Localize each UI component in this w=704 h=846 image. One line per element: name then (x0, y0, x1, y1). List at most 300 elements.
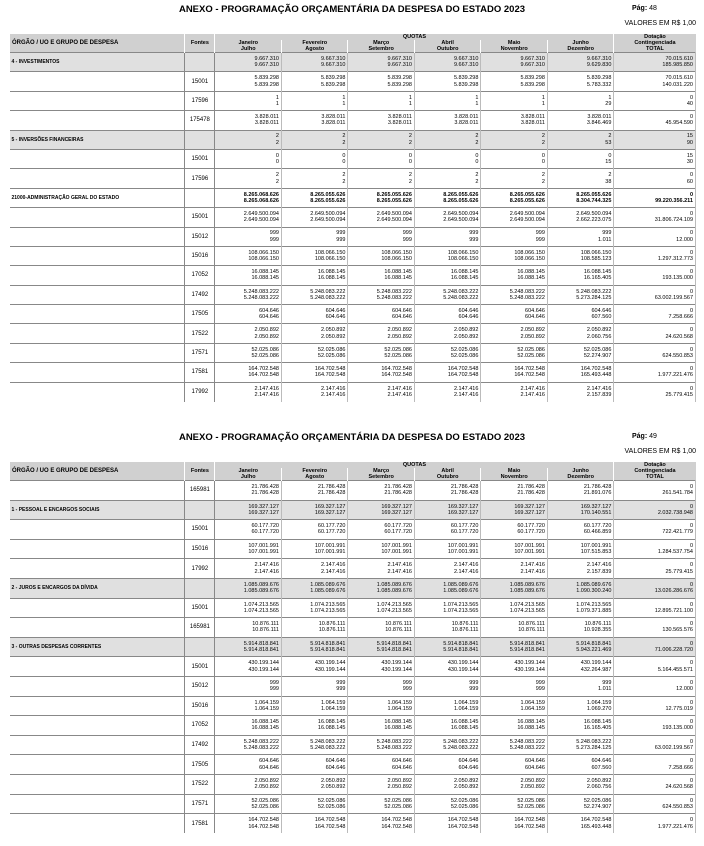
row-label: 4 - INVESTIMENTOS (10, 53, 185, 72)
table-row (10, 676, 696, 696)
value-cell: 10.876.111 10.928.355 (547, 618, 613, 638)
row-label (10, 208, 185, 227)
table-row (10, 814, 696, 834)
value-cell: 15 30 (614, 149, 696, 168)
value-cell: 2.050.892 2.050.892 (281, 774, 347, 794)
table-row (10, 91, 696, 110)
value-cell: 16.088.145 16.088.145 (481, 716, 547, 736)
value-cell: 2.649.500.094 2.662.223.075 (547, 208, 613, 227)
value-cell: 2.050.892 2.050.892 (348, 324, 414, 343)
col-header-month: Maio Novembro (481, 468, 547, 481)
value-cell: 21.786.428 21.786.428 (481, 481, 547, 501)
value-cell: 0 193.135.000 (614, 716, 696, 736)
row-label (10, 598, 185, 618)
value-cell: 1.064.159 1.064.159 (481, 696, 547, 716)
value-cell: 8.265.055.626 8.304.744.325 (547, 188, 613, 207)
value-cell: 2.050.892 2.050.892 (481, 774, 547, 794)
row-label (10, 657, 185, 677)
value-cell: 5.248.083.222 5.248.083.222 (348, 735, 414, 755)
value-cell: 5.914.818.841 5.914.818.841 (414, 637, 480, 657)
table-row (10, 481, 696, 501)
table-row (10, 305, 696, 324)
value-cell: 2.147.416 2.147.416 (481, 559, 547, 579)
value-cell: 21.786.428 21.786.428 (414, 481, 480, 501)
row-fonte (185, 578, 215, 598)
value-cell: 52.025.086 52.025.086 (414, 343, 480, 362)
value-cell: 0 0 (481, 149, 547, 168)
value-cell: 0 60 (614, 169, 696, 188)
value-cell: 0 24.620.568 (614, 324, 696, 343)
row-label: 2 - JUROS E ENCARGOS DA DÍVIDA (10, 578, 185, 598)
col-header-month: Março Setembro (348, 40, 414, 53)
value-cell: 15 90 (614, 130, 696, 149)
value-cell: 604.646 607.560 (547, 305, 613, 324)
value-cell: 604.646 607.560 (547, 755, 613, 775)
value-cell: 1.085.089.676 1.085.089.676 (348, 578, 414, 598)
value-cell: 0 0 (348, 149, 414, 168)
table-row (10, 149, 696, 168)
value-cell: 16.088.145 16.088.145 (481, 266, 547, 285)
value-cell: 52.025.086 52.025.086 (281, 794, 347, 814)
value-cell: 1 29 (547, 91, 613, 110)
value-cell: 16.088.145 16.165.405 (547, 266, 613, 285)
value-cell: 0 40 (614, 91, 696, 110)
value-cell: 60.177.720 60.177.720 (414, 520, 480, 540)
value-cell: 2.147.416 2.147.416 (281, 382, 347, 401)
row-fonte: 15016 (185, 696, 215, 716)
page-title: ANEXO - PROGRAMAÇÃO ORÇAMENTÁRIA DA DESPESA DO ESTADO 2023 (178, 4, 526, 15)
table-row (10, 539, 696, 559)
value-cell: 16.088.145 16.088.145 (281, 716, 347, 736)
value-cell: 5.248.083.222 5.273.284.125 (547, 735, 613, 755)
value-cell: 1.064.159 1.064.159 (414, 696, 480, 716)
col-header-month: Junho Dezembro (547, 468, 613, 481)
value-cell: 2 2 (215, 130, 281, 149)
value-cell: 8.265.068.626 8.265.068.626 (215, 188, 281, 207)
row-label (10, 481, 185, 501)
value-cell: 5.248.083.222 5.248.083.222 (215, 285, 281, 304)
value-cell: 1.085.089.676 1.085.089.676 (215, 578, 281, 598)
value-cell: 10.876.111 10.876.111 (215, 618, 281, 638)
value-cell: 0 1.297.312.773 (614, 246, 696, 265)
value-cell: 107.001.991 107.001.991 (481, 539, 547, 559)
table-row (10, 657, 696, 677)
row-label: 3 - OUTRAS DESPESAS CORRENTES (10, 637, 185, 657)
value-cell: 108.066.150 108.066.150 (348, 246, 414, 265)
value-cell: 164.702.548 164.702.548 (414, 363, 480, 382)
table-row (10, 696, 696, 716)
value-cell: 0 31.806.724.109 (614, 208, 696, 227)
value-cell: 999 999 (215, 227, 281, 246)
value-cell: 60.177.720 60.177.720 (348, 520, 414, 540)
value-cell: 2 2 (215, 169, 281, 188)
value-cell: 3.828.011 3.828.011 (414, 111, 480, 130)
value-cell: 2.147.416 2.147.416 (414, 559, 480, 579)
value-cell: 52.025.086 52.274.907 (547, 794, 613, 814)
value-cell: 52.025.086 52.025.086 (348, 794, 414, 814)
row-label (10, 285, 185, 304)
value-cell: 21.786.428 21.786.428 (281, 481, 347, 501)
value-cell: 604.646 604.646 (215, 755, 281, 775)
value-cell: 2.649.500.094 2.649.500.094 (348, 208, 414, 227)
page-number: Pág: 48 (632, 5, 657, 12)
page-header (0, 0, 704, 20)
value-cell: 1.085.089.676 1.085.089.676 (414, 578, 480, 598)
value-cell: 164.702.548 164.702.548 (348, 363, 414, 382)
value-cell: 5.914.818.841 5.914.818.841 (481, 637, 547, 657)
table-row (10, 716, 696, 736)
value-cell: 2 2 (414, 169, 480, 188)
value-cell: 8.265.055.626 8.265.055.626 (481, 188, 547, 207)
value-cell: 70.015.610 185.985.850 (614, 53, 696, 72)
value-cell: 1.074.213.565 1.079.371.885 (547, 598, 613, 618)
value-cell: 2.649.500.094 2.649.500.094 (414, 208, 480, 227)
value-cell: 16.088.145 16.088.145 (215, 266, 281, 285)
value-cell: 52.025.086 52.025.086 (215, 343, 281, 362)
value-cell: 2.649.500.094 2.649.500.094 (215, 208, 281, 227)
value-cell: 1.074.213.565 1.074.213.565 (414, 598, 480, 618)
value-cell: 999 999 (414, 227, 480, 246)
row-label (10, 169, 185, 188)
value-cell: 169.327.127 169.327.127 (481, 500, 547, 520)
value-cell: 16.088.145 16.088.145 (215, 716, 281, 736)
value-cell: 108.066.150 108.066.150 (215, 246, 281, 265)
value-cell: 2 2 (481, 130, 547, 149)
row-fonte: 15001 (185, 657, 215, 677)
row-label (10, 246, 185, 265)
row-fonte: 17581 (185, 363, 215, 382)
value-cell: 0 99.220.356.211 (614, 188, 696, 207)
col-header-quotas: QUOTAS (215, 462, 614, 468)
row-fonte: 17505 (185, 305, 215, 324)
row-fonte: 165981 (185, 481, 215, 501)
table-row (10, 208, 696, 227)
value-cell: 999 999 (281, 227, 347, 246)
value-cell: 604.646 604.646 (481, 755, 547, 775)
value-cell: 1 1 (481, 91, 547, 110)
value-cell: 1.085.089.676 1.085.089.676 (481, 578, 547, 598)
row-fonte: 17571 (185, 343, 215, 362)
table-row (10, 520, 696, 540)
value-cell: 999 999 (215, 676, 281, 696)
value-cell: 5.248.083.222 5.248.083.222 (481, 285, 547, 304)
value-cell: 3.828.011 3.828.011 (281, 111, 347, 130)
value-cell: 108.066.150 108.585.123 (547, 246, 613, 265)
value-cell: 430.199.144 430.199.144 (215, 657, 281, 677)
value-cell: 1.064.159 1.064.159 (215, 696, 281, 716)
value-cell: 5.839.298 5.839.298 (215, 72, 281, 91)
value-cell: 2 2 (281, 169, 347, 188)
value-cell: 0 193.135.000 (614, 266, 696, 285)
row-label (10, 149, 185, 168)
value-cell: 9.667.310 9.629.830 (547, 53, 613, 72)
row-label (10, 305, 185, 324)
value-cell: 0 45.954.590 (614, 111, 696, 130)
value-cell: 2.147.416 2.157.839 (547, 559, 613, 579)
budget-table (9, 462, 696, 833)
value-cell: 1.064.159 1.069.270 (547, 696, 613, 716)
value-cell: 16.088.145 16.088.145 (414, 266, 480, 285)
value-cell: 0 25.779.415 (614, 382, 696, 401)
value-cell: 107.001.991 107.515.853 (547, 539, 613, 559)
col-header-month: Março Setembro (348, 468, 414, 481)
row-fonte: 15012 (185, 227, 215, 246)
value-cell: 107.001.991 107.001.991 (348, 539, 414, 559)
value-cell: 10.876.111 10.876.111 (281, 618, 347, 638)
col-header-month: Janeiro Julho (215, 40, 281, 53)
value-cell: 5.248.083.222 5.273.284.125 (547, 285, 613, 304)
row-fonte: 17992 (185, 382, 215, 401)
value-cell: 9.667.310 9.667.310 (414, 53, 480, 72)
col-header-quotas: QUOTAS (215, 34, 614, 40)
table-row (10, 735, 696, 755)
value-cell: 0 261.541.784 (614, 481, 696, 501)
value-cell: 52.025.086 52.274.907 (547, 343, 613, 362)
value-cell: 10.876.111 10.876.111 (481, 618, 547, 638)
value-cell: 5.839.298 5.783.332 (547, 72, 613, 91)
value-cell: 2.050.892 2.050.892 (414, 774, 480, 794)
value-cell: 10.876.111 10.876.111 (414, 618, 480, 638)
value-cell: 164.702.548 164.702.548 (481, 363, 547, 382)
col-header-month: Abril Outubro (414, 40, 480, 53)
units-label: VALORES EM R$ 1,00 (624, 20, 696, 27)
row-fonte (185, 188, 215, 207)
page-number: Pág: 49 (632, 433, 657, 440)
value-cell: 16.088.145 16.088.145 (348, 716, 414, 736)
table-row (10, 246, 696, 265)
table-row (10, 130, 696, 149)
row-label (10, 716, 185, 736)
table-row (10, 111, 696, 130)
row-label (10, 794, 185, 814)
value-cell: 2.147.416 2.157.839 (547, 382, 613, 401)
value-cell: 3.828.011 3.828.011 (215, 111, 281, 130)
value-cell: 164.702.548 164.702.548 (281, 363, 347, 382)
value-cell: 5.914.818.841 5.914.818.841 (281, 637, 347, 657)
value-cell: 16.088.145 16.088.145 (414, 716, 480, 736)
col-header-org: ÓRGÃO / UO E GRUPO DE DESPESA (10, 34, 185, 53)
value-cell: 5.914.818.841 5.943.221.469 (547, 637, 613, 657)
table-row (10, 500, 696, 520)
value-cell: 0 12.000 (614, 676, 696, 696)
col-header-month: Janeiro Julho (215, 468, 281, 481)
value-cell: 1.085.089.676 1.090.300.240 (547, 578, 613, 598)
col-header-month: Fevereiro Agosto (281, 468, 347, 481)
value-cell: 0 71.006.228.720 (614, 637, 696, 657)
value-cell: 52.025.086 52.025.086 (348, 343, 414, 362)
value-cell: 2.050.892 2.050.892 (414, 324, 480, 343)
row-label (10, 676, 185, 696)
value-cell: 1 1 (215, 91, 281, 110)
value-cell: 604.646 604.646 (414, 305, 480, 324)
value-cell: 9.667.310 9.667.310 (348, 53, 414, 72)
value-cell: 52.025.086 52.025.086 (281, 343, 347, 362)
value-cell: 0 7.258.666 (614, 755, 696, 775)
value-cell: 999 999 (481, 227, 547, 246)
row-fonte: 17596 (185, 169, 215, 188)
value-cell: 8.265.055.626 8.265.055.626 (348, 188, 414, 207)
value-cell: 5.248.083.222 5.248.083.222 (348, 285, 414, 304)
value-cell: 0 12.000 (614, 227, 696, 246)
units-label: VALORES EM R$ 1,00 (624, 448, 696, 455)
row-fonte: 17522 (185, 774, 215, 794)
value-cell: 21.786.428 21.786.428 (215, 481, 281, 501)
table-row (10, 285, 696, 304)
value-cell: 604.646 604.646 (281, 755, 347, 775)
value-cell: 1.074.213.565 1.074.213.565 (348, 598, 414, 618)
value-cell: 2.050.892 2.050.892 (215, 324, 281, 343)
value-cell: 1 1 (348, 91, 414, 110)
row-label (10, 559, 185, 579)
value-cell: 5.839.298 5.839.298 (481, 72, 547, 91)
value-cell: 107.001.991 107.001.991 (281, 539, 347, 559)
value-cell: 0 63.002.199.567 (614, 285, 696, 304)
page-49 (0, 428, 704, 846)
value-cell: 60.177.720 60.466.859 (547, 520, 613, 540)
value-cell: 60.177.720 60.177.720 (281, 520, 347, 540)
row-label (10, 618, 185, 638)
row-label (10, 227, 185, 246)
value-cell: 1.074.213.565 1.074.213.565 (281, 598, 347, 618)
col-header-org: ÓRGÃO / UO E GRUPO DE DESPESA (10, 462, 185, 481)
value-cell: 164.702.548 164.702.548 (215, 363, 281, 382)
row-fonte: 17581 (185, 814, 215, 834)
value-cell: 0 13.026.286.676 (614, 578, 696, 598)
table-row (10, 266, 696, 285)
col-header-fontes: Fontes (185, 34, 215, 53)
value-cell: 0 25.779.415 (614, 559, 696, 579)
table-row (10, 363, 696, 382)
value-cell: 3.828.011 3.828.011 (481, 111, 547, 130)
value-cell: 3.828.011 3.828.011 (348, 111, 414, 130)
value-cell: 0 15 (547, 149, 613, 168)
value-cell: 604.646 604.646 (215, 305, 281, 324)
row-fonte: 15016 (185, 539, 215, 559)
value-cell: 169.327.127 169.327.127 (414, 500, 480, 520)
value-cell: 5.914.818.841 5.914.818.841 (215, 637, 281, 657)
value-cell: 16.088.145 16.088.145 (281, 266, 347, 285)
value-cell: 52.025.086 52.025.086 (215, 794, 281, 814)
col-header-month: Abril Outubro (414, 468, 480, 481)
value-cell: 0 0 (215, 149, 281, 168)
table-row (10, 53, 696, 72)
value-cell: 0 722.421.779 (614, 520, 696, 540)
row-fonte: 17492 (185, 735, 215, 755)
table-row (10, 227, 696, 246)
col-header-dotacao: Dotação Contingenciada TOTAL (614, 462, 696, 481)
value-cell: 430.199.144 430.199.144 (348, 657, 414, 677)
row-fonte: 15012 (185, 676, 215, 696)
value-cell: 430.199.144 430.199.144 (414, 657, 480, 677)
value-cell: 8.265.055.626 8.265.055.626 (414, 188, 480, 207)
value-cell: 1.064.159 1.064.159 (281, 696, 347, 716)
value-cell: 2 2 (414, 130, 480, 149)
row-fonte: 17492 (185, 285, 215, 304)
value-cell: 604.646 604.646 (414, 755, 480, 775)
value-cell: 604.646 604.646 (348, 755, 414, 775)
value-cell: 1.064.159 1.064.159 (348, 696, 414, 716)
value-cell: 9.667.310 9.667.310 (481, 53, 547, 72)
value-cell: 164.702.548 165.493.448 (547, 814, 613, 834)
value-cell: 169.327.127 170.140.551 (547, 500, 613, 520)
row-label (10, 72, 185, 91)
value-cell: 164.702.548 164.702.548 (281, 814, 347, 834)
value-cell: 0 2.032.738.948 (614, 500, 696, 520)
table-row (10, 774, 696, 794)
value-cell: 1.074.213.565 1.074.213.565 (215, 598, 281, 618)
row-label (10, 539, 185, 559)
value-cell: 3.828.011 3.846.469 (547, 111, 613, 130)
value-cell: 5.839.298 5.839.298 (348, 72, 414, 91)
value-cell: 52.025.086 52.025.086 (481, 794, 547, 814)
value-cell: 2 2 (481, 169, 547, 188)
table-row (10, 755, 696, 775)
value-cell: 2 53 (547, 130, 613, 149)
value-cell: 2.050.892 2.050.892 (281, 324, 347, 343)
page-48 (0, 0, 704, 420)
value-cell: 999 999 (348, 227, 414, 246)
table-row (10, 324, 696, 343)
row-label (10, 696, 185, 716)
value-cell: 0 63.002.199.567 (614, 735, 696, 755)
table-row (10, 794, 696, 814)
value-cell: 5.248.083.222 5.248.083.222 (281, 735, 347, 755)
value-cell: 430.199.144 430.199.144 (281, 657, 347, 677)
row-fonte: 17596 (185, 91, 215, 110)
value-cell: 0 7.258.666 (614, 305, 696, 324)
value-cell: 2.050.892 2.060.756 (547, 324, 613, 343)
row-label (10, 755, 185, 775)
row-label: 21000-ADMINISTRAÇÃO GERAL DO ESTADO (10, 188, 185, 207)
row-fonte: 15001 (185, 72, 215, 91)
value-cell: 604.646 604.646 (481, 305, 547, 324)
value-cell: 169.327.127 169.327.127 (215, 500, 281, 520)
value-cell: 2 38 (547, 169, 613, 188)
value-cell: 107.001.991 107.001.991 (414, 539, 480, 559)
value-cell: 60.177.720 60.177.720 (481, 520, 547, 540)
value-cell: 430.199.144 430.199.144 (481, 657, 547, 677)
value-cell: 21.786.428 21.891.076 (547, 481, 613, 501)
row-fonte: 17992 (185, 559, 215, 579)
value-cell: 1.074.213.565 1.074.213.565 (481, 598, 547, 618)
value-cell: 164.702.548 164.702.548 (348, 814, 414, 834)
value-cell: 604.646 604.646 (348, 305, 414, 324)
value-cell: 999 999 (348, 676, 414, 696)
value-cell: 2.649.500.094 2.649.500.094 (481, 208, 547, 227)
value-cell: 0 0 (281, 149, 347, 168)
value-cell: 1 1 (414, 91, 480, 110)
value-cell: 164.702.548 165.493.448 (547, 363, 613, 382)
row-label (10, 814, 185, 834)
value-cell: 999 999 (281, 676, 347, 696)
value-cell: 5.248.083.222 5.248.083.222 (215, 735, 281, 755)
row-fonte: 15001 (185, 520, 215, 540)
row-fonte: 175478 (185, 111, 215, 130)
table-row (10, 188, 696, 207)
value-cell: 0 1.977.221.476 (614, 814, 696, 834)
value-cell: 0 1.284.537.754 (614, 539, 696, 559)
value-cell: 169.327.127 169.327.127 (348, 500, 414, 520)
value-cell: 0 12.895.721.100 (614, 598, 696, 618)
value-cell: 0 130.565.576 (614, 618, 696, 638)
col-header-dotacao: Dotação Contingenciada TOTAL (614, 34, 696, 53)
value-cell: 107.001.991 107.001.991 (215, 539, 281, 559)
table-row (10, 559, 696, 579)
value-cell: 2.649.500.094 2.649.500.094 (281, 208, 347, 227)
table-row (10, 578, 696, 598)
value-cell: 52.025.086 52.025.086 (414, 794, 480, 814)
value-cell: 999 999 (414, 676, 480, 696)
